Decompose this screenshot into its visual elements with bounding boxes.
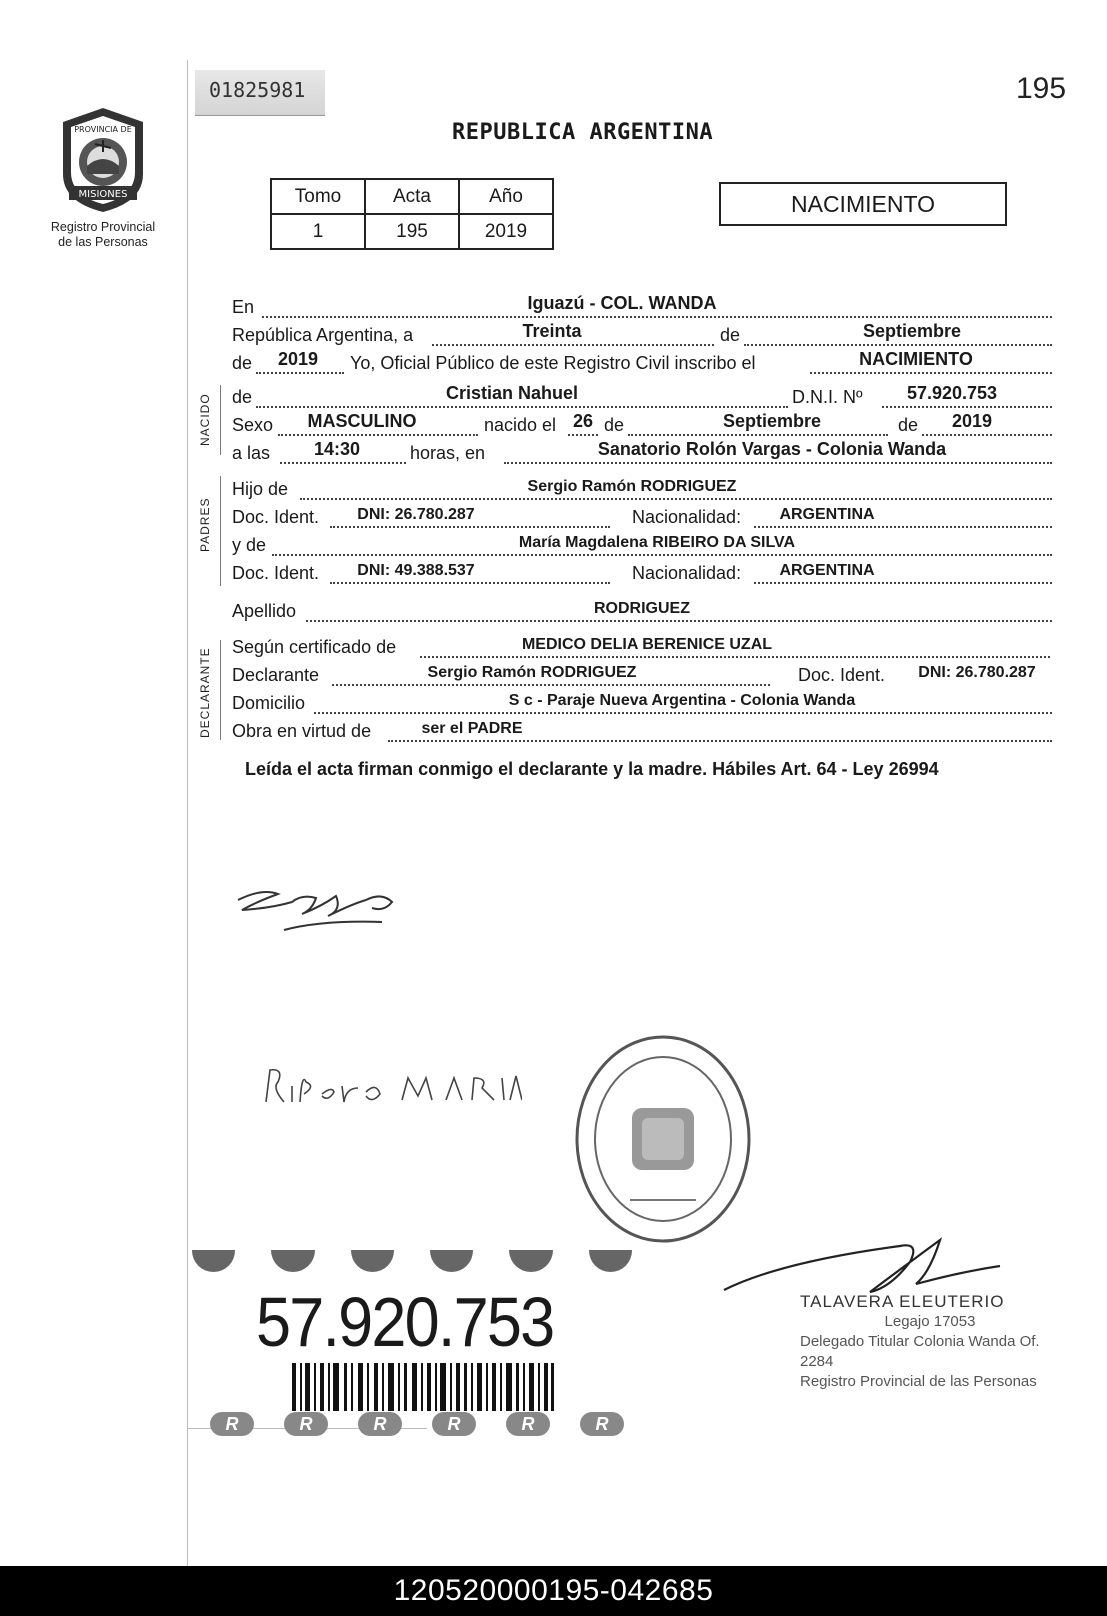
value-anio-nac: 2019 (951, 411, 993, 431)
official-name: TALAVERA ELEUTERIO (800, 1292, 1005, 1311)
value-tomo: 1 (271, 214, 365, 249)
label-de-nombre: de (232, 387, 253, 407)
value-madre-nac: ARGENTINA (779, 562, 875, 579)
record-table (270, 178, 554, 250)
section-padres: PADRES (198, 497, 212, 552)
label-dni: D.N.I. Nº (792, 387, 863, 407)
official-block (800, 1292, 1060, 1392)
logo-bottom-text: MISIONES (78, 189, 128, 200)
label-horas-en: horas, en (410, 443, 486, 463)
header-anio: Año (459, 179, 553, 214)
logo-top-text: PROVINCIA DE (74, 125, 132, 134)
record-table-header (271, 179, 553, 214)
label-declarante-doc: Doc. Ident. (798, 665, 886, 685)
label-y-de: y de (232, 535, 267, 555)
registry-seal (570, 1030, 756, 1248)
label-en: En (232, 297, 255, 317)
closing-statement: Leída el acta firman conmigo el declarante y la madre. Hábiles Art. 64 - Ley 26994 (245, 759, 939, 779)
section-padres-rule (220, 476, 221, 586)
province-logo (48, 104, 158, 250)
section-nacido: NACIDO (198, 393, 212, 446)
value-dni: 57.920.753 (906, 383, 998, 403)
official-cargo: Delegado Titular Colonia Wanda Of. 2284 (800, 1333, 1040, 1370)
row-declarante (232, 660, 1052, 688)
value-domicilio: S c - Paraje Nueva Argentina - Colonia Wanda (508, 692, 856, 709)
row-domicilio (232, 688, 1052, 716)
document-footer-id: 120520000195-042685 (0, 1566, 1107, 1616)
row-sexo (232, 410, 1052, 438)
madre-signature (262, 1052, 522, 1112)
declarante-signature (232, 880, 412, 950)
section-declarante: DECLARANTE (198, 647, 212, 738)
row-obra (232, 716, 1052, 744)
row-padre-doc (232, 502, 1052, 530)
row-madre (232, 530, 1052, 558)
section-declarante-rule (220, 640, 221, 740)
row-lugar (232, 292, 1052, 320)
official-org: Registro Provincial de las Personas (800, 1373, 1037, 1390)
label-de-mes: de (720, 325, 741, 345)
label-top-band (190, 1250, 632, 1278)
label-de-anio: de (232, 353, 253, 373)
record-type-box: NACIMIENTO (719, 182, 1007, 226)
label-hijo-de: Hijo de (232, 479, 289, 499)
value-apellido: RODRIGUEZ (594, 600, 690, 617)
label-de-mes-nac: de (604, 415, 625, 435)
value-madre-doc: DNI: 49.388.537 (357, 562, 475, 579)
label-nacido-el: nacido el (484, 415, 557, 435)
row-madre-doc (232, 558, 1052, 586)
value-anio: 2019 (277, 349, 319, 369)
value-declarante-doc: DNI: 26.780.287 (918, 664, 1036, 681)
page-number: 195 (1016, 72, 1067, 105)
value-dia-letras: Treinta (522, 321, 582, 341)
value-padre: Sergio Ramón RODRIGUEZ (527, 478, 737, 495)
label-apellido: Apellido (232, 601, 297, 621)
value-lugar-nac: Sanatorio Rolón Vargas - Colonia Wanda (597, 439, 947, 459)
document-title: REPUBLICA ARGENTINA (452, 120, 714, 145)
row-hora (232, 438, 1052, 466)
record-table-values (271, 214, 553, 249)
value-certificado: MEDICO DELIA BERENICE UZAL (521, 636, 773, 653)
value-madre: María Magdalena RIBEIRO DA SILVA (518, 534, 796, 551)
header-acta: Acta (365, 179, 459, 214)
value-nombre: Cristian Nahuel (445, 383, 579, 403)
header-tomo: Tomo (271, 179, 365, 214)
label-a-las: a las (232, 443, 271, 463)
label-bottom-band: R R R R R R (210, 1412, 630, 1436)
label-obra: Obra en virtud de (232, 721, 372, 741)
row-certificado (232, 632, 1052, 660)
serial-number: 01825981 (195, 70, 325, 116)
row-apellido (232, 596, 1052, 624)
label-madre-nac: Nacionalidad: (632, 563, 742, 583)
value-acta: 195 (365, 214, 459, 249)
label-domicilio: Domicilio (232, 693, 306, 713)
value-acto: NACIMIENTO (859, 349, 973, 369)
value-hora: 14:30 (313, 439, 361, 459)
value-padre-nac: ARGENTINA (779, 506, 875, 523)
barcode-icon (292, 1363, 554, 1411)
value-declarante: Sergio Ramón RODRIGUEZ (427, 664, 637, 681)
logo-caption-line-1: Registro Provincial (50, 220, 156, 234)
margin-line (187, 60, 188, 1570)
label-segun: Según certificado de (232, 637, 397, 657)
label-de-anio-nac: de (898, 415, 919, 435)
misiones-emblem-icon (55, 104, 151, 216)
official-legajo: Legajo 17053 (884, 1313, 976, 1330)
section-nacido-rule (220, 385, 221, 455)
label-republica: República Argentina, a (232, 325, 414, 345)
value-lugar: Iguazú - COL. WANDA (527, 293, 717, 313)
value-anio: 2019 (459, 214, 553, 249)
row-nombre (232, 382, 1052, 410)
value-mes-nac: Septiembre (722, 411, 822, 431)
value-padre-doc: DNI: 26.780.287 (357, 506, 475, 523)
label-madre-doc: Doc. Ident. (232, 563, 320, 583)
value-obra: ser el PADRE (421, 720, 523, 737)
row-anio (232, 348, 1052, 376)
label-padre-doc: Doc. Ident. (232, 507, 320, 527)
value-mes: Septiembre (862, 321, 962, 341)
value-sexo: MASCULINO (307, 411, 417, 431)
logo-caption (48, 220, 158, 250)
row-padre (232, 474, 1052, 502)
label-sexo: Sexo (232, 415, 274, 435)
value-dia-nac: 26 (572, 411, 594, 431)
row-fecha (232, 320, 1052, 348)
label-yo: Yo, Oficial Público de este Registro Civil inscribo el (350, 353, 756, 373)
label-padre-nac: Nacionalidad: (632, 507, 742, 527)
label-declarante: Declarante (232, 665, 320, 685)
logo-caption-line-2: de las Personas (58, 235, 148, 249)
label-dni-number: 57.920.753 (256, 1283, 554, 1361)
